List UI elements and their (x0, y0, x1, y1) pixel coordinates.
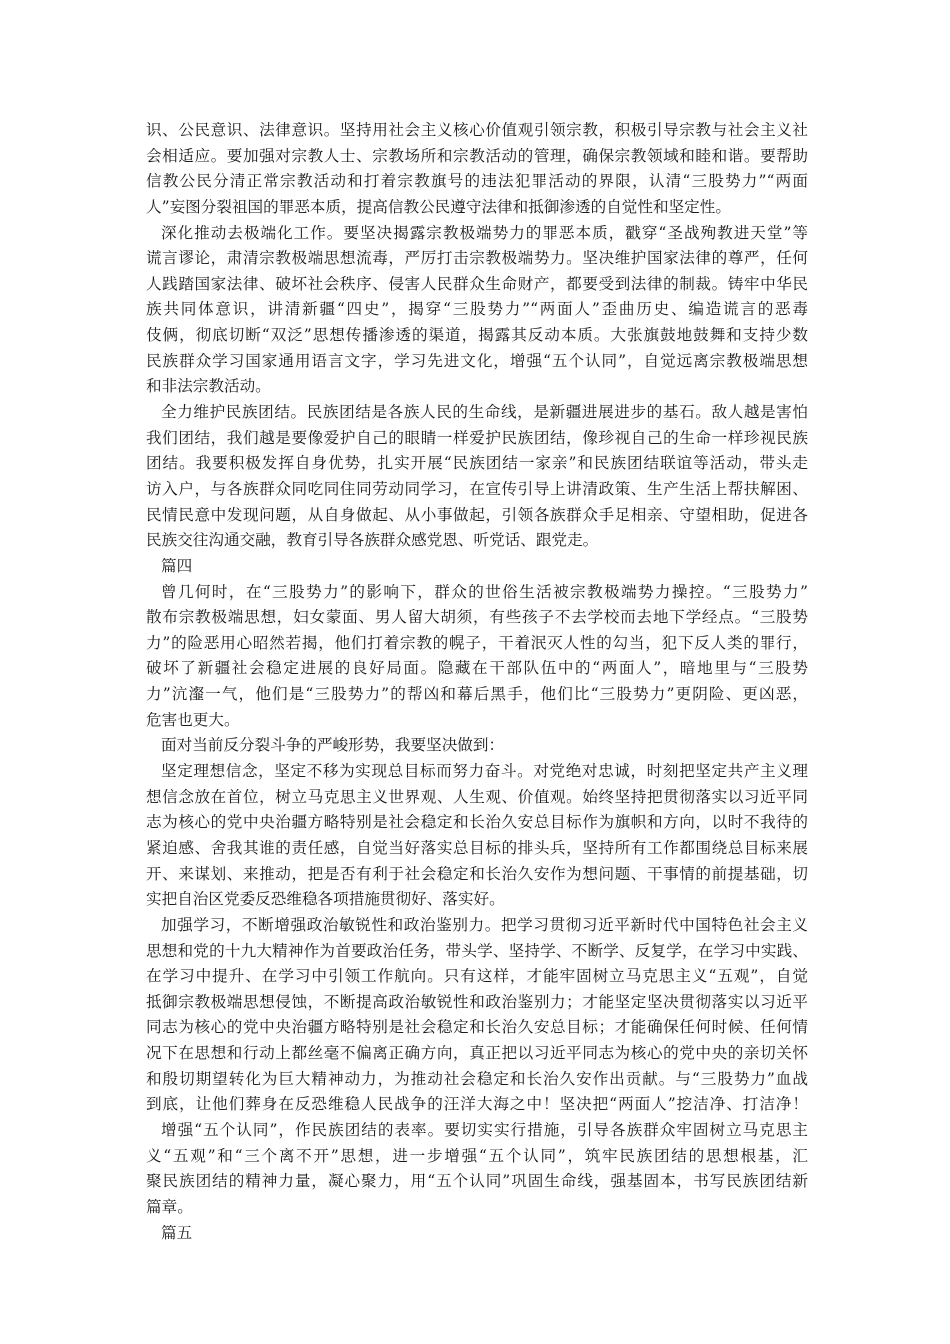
text-line: 况下在思想和行动上都丝毫不偏离正确方向，真正把以习近平同志为核心的党中央的亲切关怀 (146, 1044, 808, 1063)
text-line: 和殷切期望转化为巨大精神动力，为推动社会稳定和长治久安作出贡献。与“三股势力”血战 (146, 1069, 808, 1088)
text-line: 深化推动去极端化工作。要坚决揭露宗教极端势力的罪恶本质，戳穿“圣战殉教进天堂”等 (161, 223, 808, 242)
text-line: 散布宗教极端思想，妇女蒙面、男人留大胡须，有些孩子不去学校而去地下学经点。“三股势 (146, 608, 808, 627)
text-line: 篇五 (161, 1223, 193, 1242)
text-line: 全力维护民族团结。民族团结是各族人民的生命线，是新疆进展进步的基石。敌人越是害怕 (161, 403, 808, 422)
text-line: 到底，让他们葬身在反恐维稳人民战争的汪洋大海之中！坚决把“两面人”挖洁净、打洁净！ (146, 1095, 808, 1114)
text-line: 伎俩，彻底切断“双泛”思想传播渗透的渠道，揭露其反动本质。大张旗鼓地鼓舞和支持少数 (146, 326, 808, 345)
text-line: 坚定理想信念，坚定不移为实现总目标而努力奋斗。对党绝对忠诚，时刻把坚定共产主义理 (161, 762, 808, 781)
text-line: 加强学习，不断增强政治敏锐性和政治鉴别力。把学习贯彻习近平新时代中国特色社会主义 (161, 915, 808, 934)
text-line: 我们团结，我们越是要像爱护自己的眼睛一样爱护民族团结，像珍视自己的生命一样珍视民族 (146, 428, 808, 447)
document-body (146, 118, 808, 1246)
text-line: 族共同体意识，讲清新疆“四史”，揭穿“三股势力”“两面人”歪曲历史、编造谎言的恶毒 (146, 300, 808, 319)
text-line: 志为核心的党中央治疆方略特别是社会稳定和长治久安总目标作为旗帜和方向，以时不我待的 (146, 813, 808, 832)
text-line: 团结。我要积极发挥自身优势，扎实开展“民族团结一家亲”和民族团结联谊等活动，带头走 (146, 454, 808, 473)
text-line: 民族群众学习国家通用语言文字，学习先进文化，增强“五个认同”，自觉远离宗教极端思想 (146, 351, 808, 370)
text-line: 想信念放在首位，树立马克思主义世界观、人生观、价值观。始终坚持把贯彻落实以习近平同 (146, 787, 808, 806)
text-line: 抵御宗教极端思想侵蚀，不断提高政治敏锐性和政治鉴别力；才能坚定坚决贯彻落实以习近平 (146, 992, 808, 1011)
text-line: 面对当前反分裂斗争的严峻形势，我要坚决做到： (161, 736, 505, 755)
text-line: 思想和党的十九大精神作为首要政治任务，带头学、坚持学、不断学、反复学，在学习中实践、 (146, 941, 808, 960)
text-line: 力”沆瀣一气，他们是“三股势力”的帮凶和幕后黑手，他们比“三股势力”更阴险、更凶恶， (146, 685, 808, 704)
text-line: 篇四 (161, 556, 193, 575)
text-line: 同志为核心的党中央治疆方略特别是社会稳定和长治久安总目标；才能确保任何时候、任何情 (146, 1018, 808, 1037)
text-line: 人”妄图分裂祖国的罪恶本质，提高信教公民遵守法律和抵御渗透的自觉性和坚定性。 (146, 197, 731, 216)
text-line: 增强“五个认同”，作民族团结的表率。要切实实行措施，引导各族群众牢固树立马克思主 (161, 1120, 808, 1139)
text-line: 民情民意中发现问题，从自身做起、从小事做起，引领各族群众手足相亲、守望相助，促进各 (146, 505, 808, 524)
text-line: 会相适应。要加强对宗教人士、宗教场所和宗教活动的管理，确保宗教领域和睦和谐。要帮助 (146, 146, 808, 165)
text-line: 实把自治区党委反恐维稳各项措施贯彻好、落实好。 (146, 890, 505, 909)
text-line: 篇章。 (146, 1197, 193, 1216)
text-line: 人践踏国家法律、破坏社会秩序、侵害人民群众生命财产，都要受到法律的制裁。铸牢中华民 (146, 274, 808, 293)
text-line: 识、公民意识、法律意识。坚持用社会主义核心价值观引领宗教，积极引导宗教与社会主义社 (146, 121, 808, 139)
text-line: 义“五观”和“三个离不开”思想，进一步增强“五个认同”，筑牢民族团结的思想根基，汇 (146, 1146, 808, 1165)
text-line: 在学习中提升、在学习中引领工作航向。只有这样，才能牢固树立马克思主义“五观”，自觉 (146, 967, 808, 986)
text-line: 访入户，与各族群众同吃同住同劳动同学习，在宣传引导上讲清政策、生产生活上帮扶解困、 (146, 479, 808, 498)
text-line: 和非法宗教活动。 (146, 377, 271, 396)
text-line: 紧迫感、舍我其谁的责任感，自觉当好落实总目标的排头兵，坚持所有工作都围绕总目标来展 (146, 838, 808, 857)
text-line: 破坏了新疆社会稳定进展的良好局面。隐藏在干部队伍中的“两面人”，暗地里与“三股势 (146, 659, 808, 678)
text-line: 开、来谋划、来推动，把是否有利于社会稳定和长治久安作为想问题、干事情的前提基础，切 (146, 864, 808, 883)
text-line: 曾几何时，在“三股势力”的影响下，群众的世俗生活被宗教极端势力操控。“三股势力” (161, 582, 808, 601)
text-line: 聚民族团结的精神力量，凝心聚力，用“五个认同”巩固生命线，强基固本，书写民族团结新 (146, 1172, 808, 1191)
text-line: 力”的险恶用心昭然若揭，他们打着宗教的幌子，干着泯灭人性的勾当，犯下反人类的罪行， (146, 633, 808, 652)
text-line: 谎言谬论，肃清宗教极端思想流毒，严厉打击宗教极端势力。坚决维护国家法律的尊严，任何 (146, 249, 808, 268)
text-line: 危害也更大。 (146, 710, 240, 729)
text-line: 信教公民分清正常宗教活动和打着宗教旗号的违法犯罪活动的界限，认清“三股势力”“两面 (146, 172, 808, 191)
text-line: 民族交往沟通交融，教育引导各族群众感党恩、听党话、跟党走。 (146, 531, 599, 550)
